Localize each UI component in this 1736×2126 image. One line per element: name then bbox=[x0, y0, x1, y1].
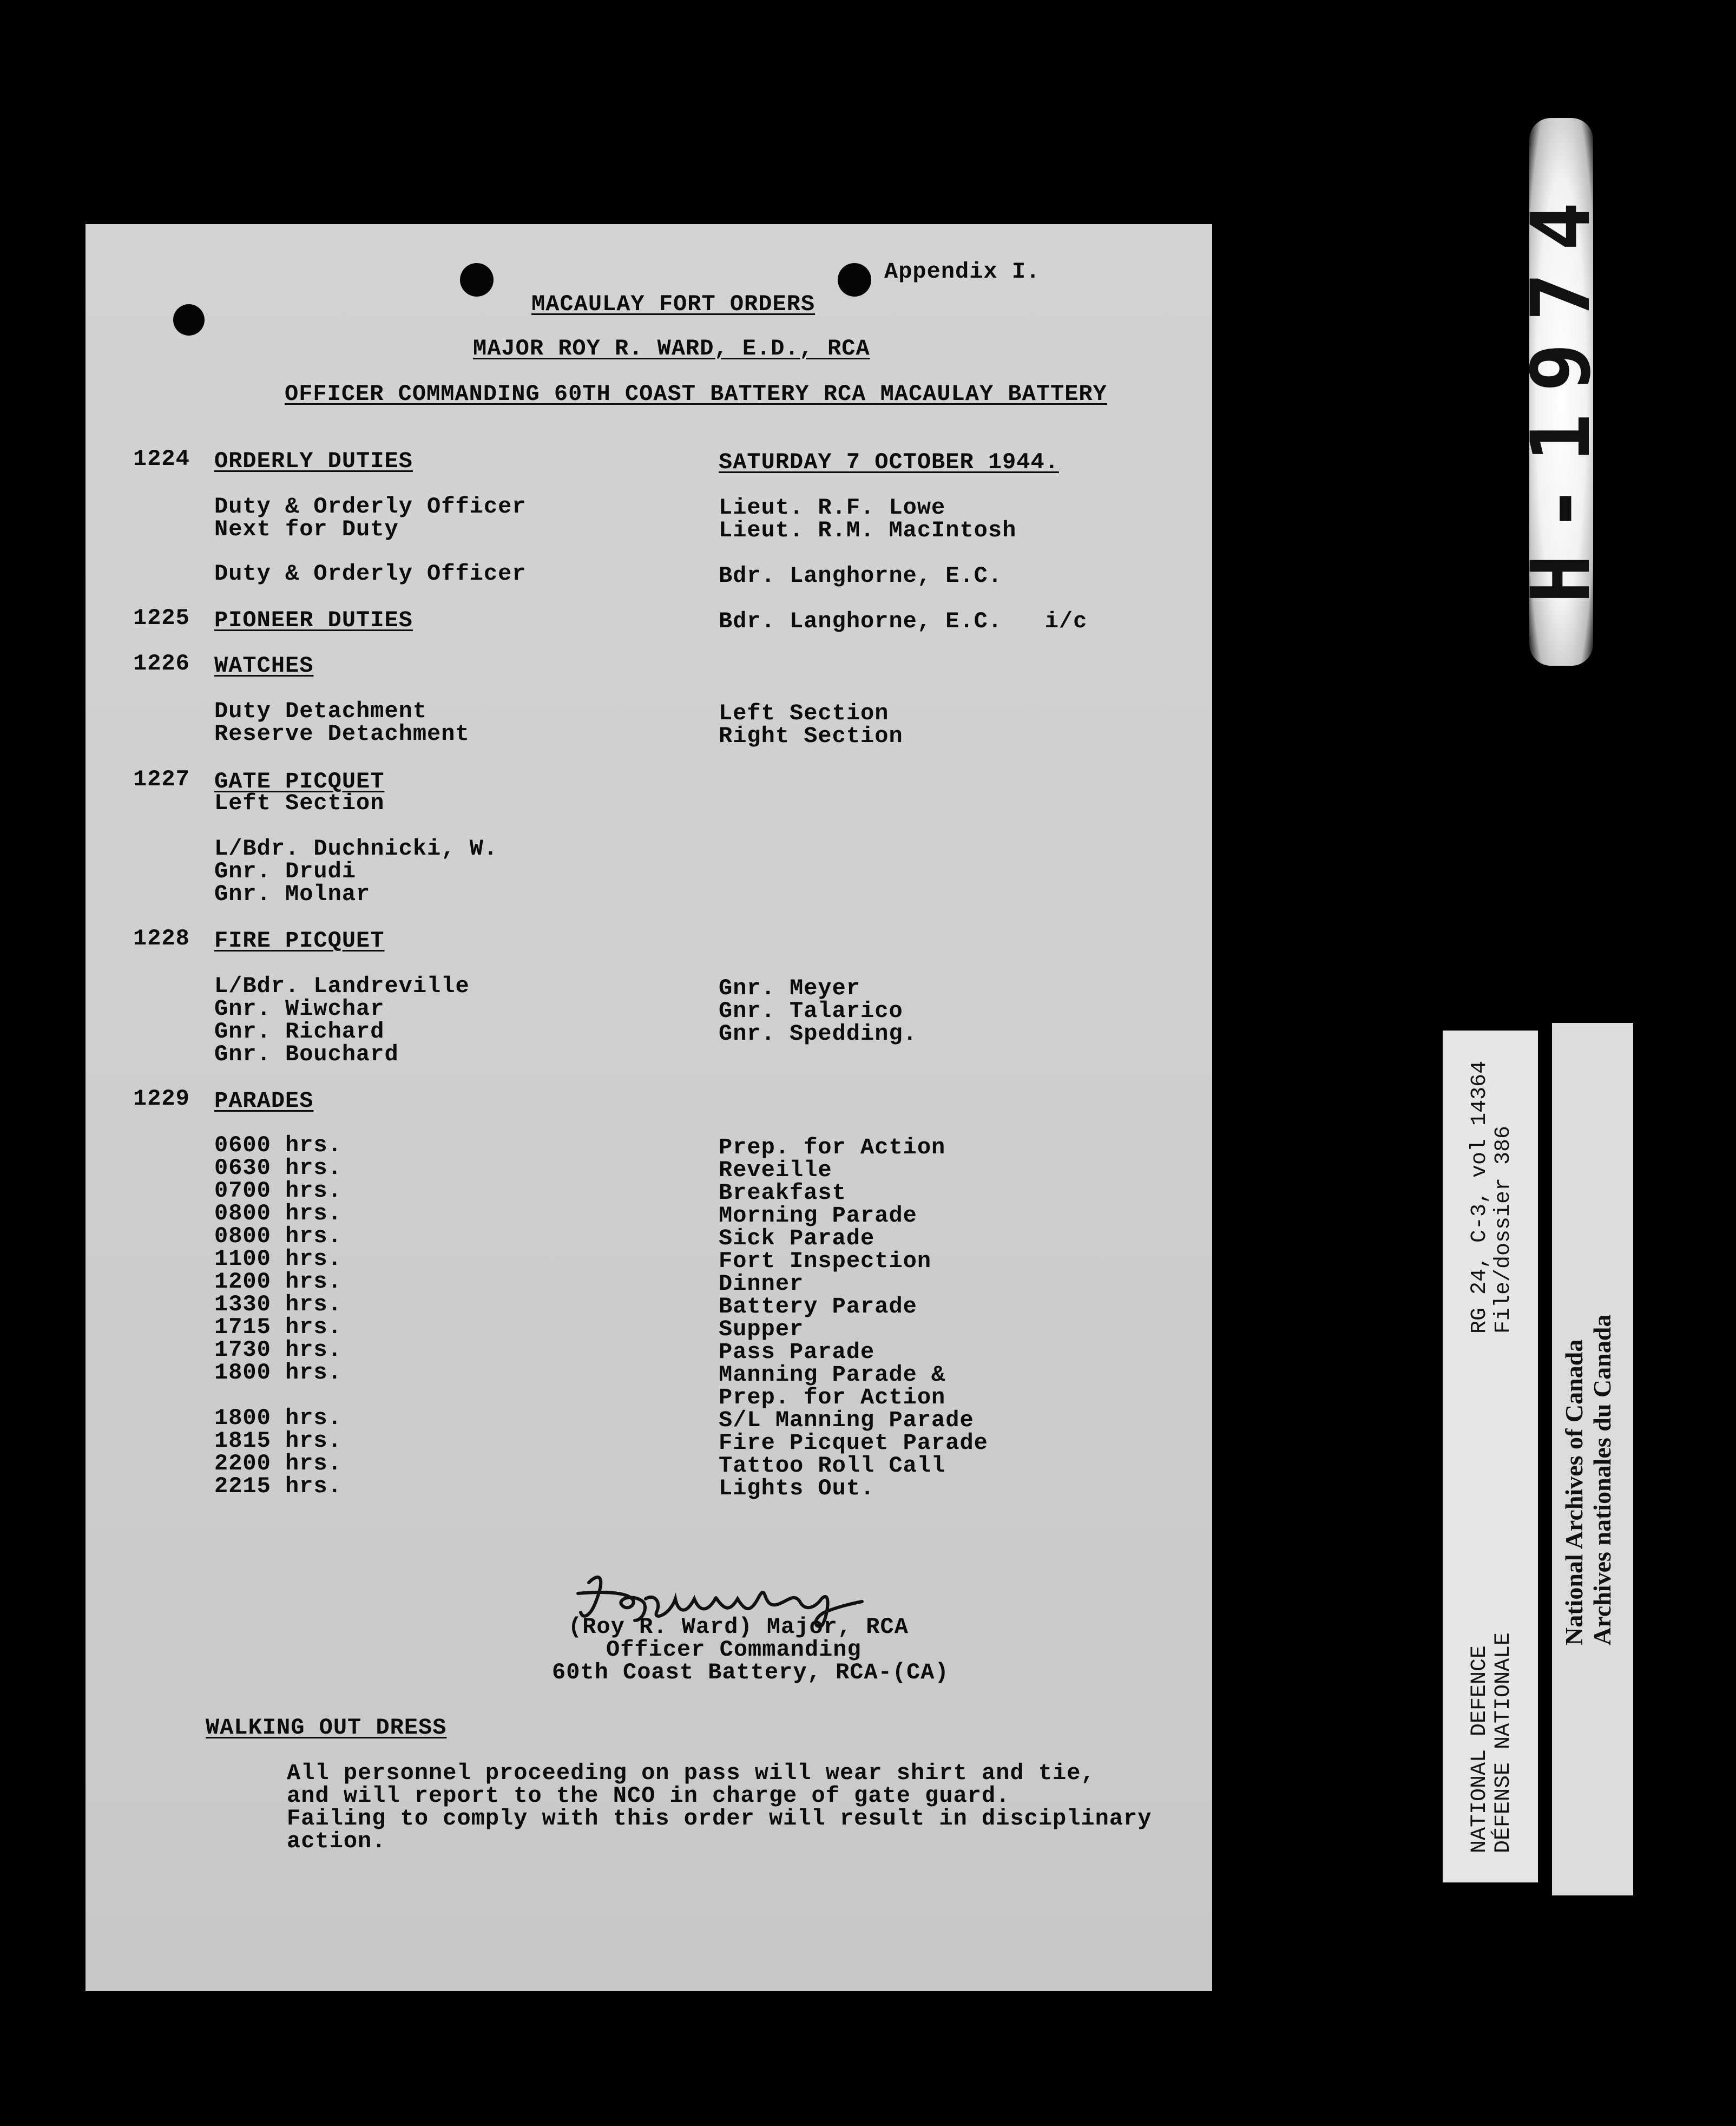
unit-line: OFFICER COMMANDING 60TH COAST BATTERY RCA MACAULAY BATTERY bbox=[285, 381, 1107, 407]
parade-time: 1715 hrs. bbox=[214, 1314, 342, 1340]
parade-event: Pass Parade bbox=[719, 1339, 875, 1365]
section-number: 1229 bbox=[133, 1086, 190, 1112]
section-number: 1228 bbox=[133, 926, 190, 952]
section-heading: ORDERLY DUTIES bbox=[214, 448, 413, 474]
punch-hole bbox=[173, 304, 205, 336]
picquet-name: Gnr. Molnar bbox=[214, 881, 371, 907]
walking-out-heading: WALKING OUT DRESS bbox=[206, 1715, 447, 1741]
section-heading: GATE PICQUET bbox=[214, 769, 385, 795]
walking-out-line: action. bbox=[287, 1828, 386, 1854]
duty-label: Next for Duty bbox=[214, 516, 399, 542]
picquet-name: Gnr. Drudi bbox=[214, 858, 357, 884]
walking-out-line: and will report to the NCO in charge of gate guard. bbox=[287, 1783, 1010, 1809]
parade-time: 0600 hrs. bbox=[214, 1132, 342, 1158]
orders-date: SATURDAY 7 OCTOBER 1944. bbox=[719, 449, 1059, 475]
commander-line: MAJOR ROY R. WARD, E.D., RCA bbox=[473, 336, 870, 362]
duty-label: Duty & Orderly Officer bbox=[214, 494, 527, 520]
reference-line: File/dossier 386 bbox=[1491, 1125, 1516, 1334]
parade-time: 1200 hrs. bbox=[214, 1269, 342, 1295]
parade-time: 2200 hrs. bbox=[214, 1451, 342, 1477]
parade-event: Sick Parade bbox=[719, 1225, 875, 1251]
parade-event: Supper bbox=[719, 1316, 804, 1342]
signature-line: Officer Commanding bbox=[606, 1637, 862, 1663]
picquet-name: Gnr. Spedding. bbox=[719, 1021, 917, 1047]
parade-time: 0630 hrs. bbox=[214, 1155, 342, 1181]
picquet-name: L/Bdr. Landreville bbox=[214, 973, 470, 999]
parade-event: Manning Parade & bbox=[719, 1362, 946, 1388]
duty-name: Lieut. R.F. Lowe bbox=[719, 495, 946, 521]
walking-out-line: All personnel proceeding on pass will wear shirt and tie, bbox=[287, 1760, 1095, 1786]
parade-event: Battery Parade bbox=[719, 1294, 917, 1320]
parade-event: Fire Picquet Parade bbox=[719, 1430, 988, 1456]
walking-out-line: Failing to comply with this order will result in disciplinary bbox=[287, 1806, 1152, 1832]
parade-event: Fort Inspection bbox=[719, 1248, 932, 1274]
duty-name: Left Section bbox=[719, 700, 889, 726]
duty-name: Bdr. Langhorne, E.C. i/c bbox=[719, 608, 1088, 634]
duty-label: Reserve Detachment bbox=[214, 721, 470, 747]
section-sub: Left Section bbox=[214, 790, 385, 816]
section-heading: PARADES bbox=[214, 1088, 314, 1114]
section-number: 1227 bbox=[133, 766, 190, 792]
section-number: 1226 bbox=[133, 651, 190, 677]
department-line: DÉFENSE NATIONALE bbox=[1491, 1632, 1516, 1853]
duty-label: Duty Detachment bbox=[214, 698, 428, 724]
section-heading: WATCHES bbox=[214, 653, 314, 679]
parade-event: Prep. for Action bbox=[719, 1384, 946, 1410]
document-title: MACAULAY FORT ORDERS bbox=[531, 291, 816, 317]
parade-time: 0800 hrs. bbox=[214, 1200, 342, 1226]
parade-time: 1800 hrs. bbox=[214, 1360, 342, 1386]
parade-time: 1815 hrs. bbox=[214, 1428, 342, 1454]
punch-hole bbox=[838, 263, 871, 297]
duty-label: Duty & Orderly Officer bbox=[214, 561, 527, 587]
parade-event: Dinner bbox=[719, 1271, 804, 1297]
archives-line: Archives nationales du Canada bbox=[1588, 1314, 1616, 1645]
archival-reference-stamp bbox=[1443, 1031, 1538, 1882]
duty-name: Bdr. Langhorne, E.C. bbox=[719, 563, 1003, 589]
picquet-name: L/Bdr. Duchnicki, W. bbox=[214, 836, 498, 862]
reel-number-strip bbox=[1514, 118, 1608, 666]
parade-event: Breakfast bbox=[719, 1180, 846, 1206]
parade-time: 1730 hrs. bbox=[214, 1337, 342, 1363]
picquet-name: Gnr. Wiwchar bbox=[214, 996, 385, 1022]
section-number: 1224 bbox=[133, 446, 190, 472]
parade-event: S/L Manning Parade bbox=[719, 1407, 974, 1433]
parade-event: Tattoo Roll Call bbox=[719, 1453, 946, 1479]
picquet-name: Gnr. Bouchard bbox=[214, 1041, 399, 1067]
parade-event: Reveille bbox=[719, 1157, 832, 1183]
parade-time: 0700 hrs. bbox=[214, 1178, 342, 1204]
picquet-name: Gnr. Meyer bbox=[719, 975, 861, 1001]
department-line: NATIONAL DEFENCE bbox=[1468, 1645, 1492, 1853]
archives-line: National Archives of Canada bbox=[1560, 1339, 1588, 1645]
parade-event: Morning Parade bbox=[719, 1203, 917, 1229]
signature-line: 60th Coast Battery, RCA-(CA) bbox=[552, 1659, 949, 1685]
parade-event: Lights Out. bbox=[719, 1475, 875, 1501]
picquet-name: Gnr. Talarico bbox=[719, 998, 903, 1024]
picquet-name: Gnr. Richard bbox=[214, 1019, 385, 1045]
duty-name: Right Section bbox=[719, 723, 903, 749]
section-number: 1225 bbox=[133, 605, 190, 631]
reference-line: RG 24, C-3, vol 14364 bbox=[1468, 1060, 1492, 1334]
parade-event: Prep. for Action bbox=[719, 1134, 946, 1160]
document-page bbox=[86, 224, 1212, 1991]
parade-time: 1330 hrs. bbox=[214, 1291, 342, 1317]
reel-number: H-1974 bbox=[1514, 180, 1608, 603]
appendix-label: Appendix I. bbox=[884, 259, 1041, 285]
duty-name: Lieut. R.M. MacIntosh bbox=[719, 517, 1017, 543]
signature-line: (Roy R. Ward) Major, RCA bbox=[568, 1614, 909, 1640]
section-heading: FIRE PICQUET bbox=[214, 928, 385, 954]
parade-time: 2215 hrs. bbox=[214, 1473, 342, 1499]
parade-time: 0800 hrs. bbox=[214, 1223, 342, 1249]
parade-time: 1800 hrs. bbox=[214, 1405, 342, 1431]
section-heading: PIONEER DUTIES bbox=[214, 607, 413, 633]
national-archives-stamp bbox=[1546, 1023, 1633, 1895]
parade-time: 1100 hrs. bbox=[214, 1246, 342, 1272]
punch-hole bbox=[460, 263, 494, 297]
